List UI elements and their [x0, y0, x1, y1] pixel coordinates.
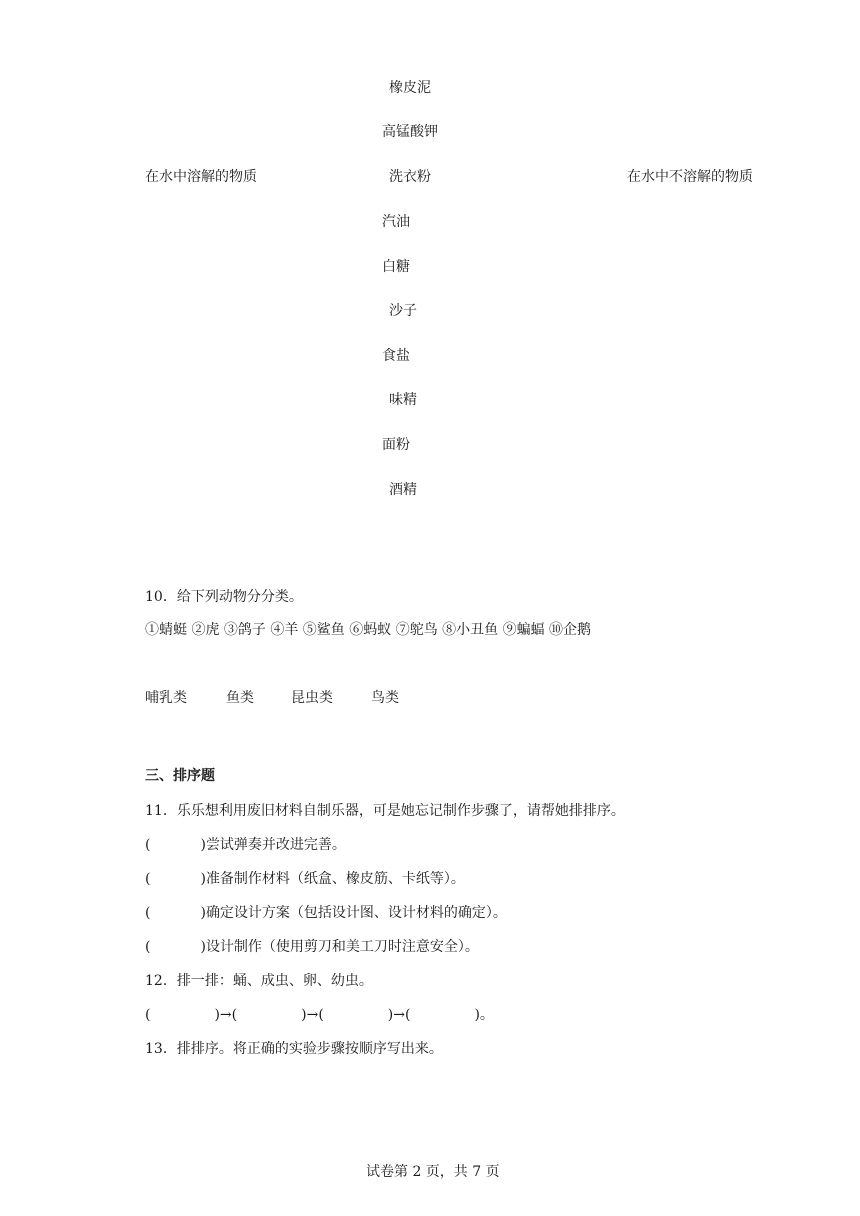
answer-step-row	[145, 870, 465, 888]
step-text: 尝试弹奏并改进完善。	[205, 837, 346, 853]
answer-blank-open[interactable]: (	[145, 939, 151, 955]
answer-step-row	[145, 938, 479, 956]
answer-step-row	[145, 904, 507, 922]
category-label: 鸟类	[371, 690, 399, 706]
substance-item: 酒精	[389, 482, 417, 498]
answer-blank-close: )	[200, 871, 206, 887]
left-category-label: 在水中溶解的物质	[145, 169, 257, 185]
sequence-arrow[interactable]: )→(	[214, 1007, 238, 1023]
sequence-arrow[interactable]: )→(	[301, 1007, 324, 1023]
step-text: 设计制作（使用剪刀和美工刀时注意安全）。	[205, 939, 479, 955]
step-text: 确定设计方案（包括设计图、设计材料的确定）。	[205, 905, 507, 921]
substance-item: 白糖	[382, 259, 410, 275]
category-label: 鱼类	[226, 690, 254, 706]
step-text: 准备制作材料（纸盒、橡皮筋、卡纸等）。	[205, 871, 465, 887]
question-title: 11．乐乐想利用废旧材料自制乐器，可是她忘记制作步骤了，请帮她排排序。	[145, 803, 625, 819]
question-title: 12．排一排：蛹、成虫、卵、幼虫。	[145, 973, 373, 989]
substance-item: 高锰酸钾	[382, 124, 438, 140]
animal-list: ①蜻蜓 ②虎 ③鸽子 ④羊 ⑤鲨鱼 ⑥蚂蚁 ⑦鸵鸟 ⑧小丑鱼 ⑨蝙蝠 ⑩企鹅	[145, 622, 592, 638]
substance-item: 洗衣粉	[389, 169, 431, 185]
substance-item: 食盐	[382, 348, 410, 364]
sequence-row	[145, 1006, 494, 1024]
right-category-label: 在水中不溶解的物质	[627, 169, 753, 185]
answer-blank-close: )	[200, 939, 206, 955]
sequence-blank[interactable]: (	[145, 1007, 151, 1023]
question-title: 10．给下列动物分分类。	[145, 589, 303, 605]
answer-blank-open[interactable]: (	[145, 871, 151, 887]
substance-item: 橡皮泥	[389, 80, 431, 96]
sequence-arrow[interactable]: )→(	[387, 1007, 411, 1023]
answer-blank-open[interactable]: (	[145, 905, 151, 921]
answer-step-row	[145, 836, 346, 854]
substance-item: 面粉	[382, 437, 410, 453]
question-13-title: 13．排排序。将正确的实验步骤按顺序写出来。	[145, 1041, 443, 1057]
category-label: 昆虫类	[291, 690, 333, 706]
answer-blank-close: )	[200, 905, 206, 921]
substance-item: 味精	[389, 392, 417, 408]
category-label: 哺乳类	[145, 690, 187, 706]
substance-item: 沙子	[389, 303, 417, 319]
sequence-end: )。	[474, 1007, 494, 1023]
section-heading: 三、排序题	[145, 768, 215, 784]
answer-blank-close: )	[200, 837, 206, 853]
answer-blank-open[interactable]: (	[145, 837, 151, 853]
page-footer: 试卷第 2 页，共 7 页	[366, 1164, 500, 1180]
substance-item: 汽油	[382, 214, 410, 230]
